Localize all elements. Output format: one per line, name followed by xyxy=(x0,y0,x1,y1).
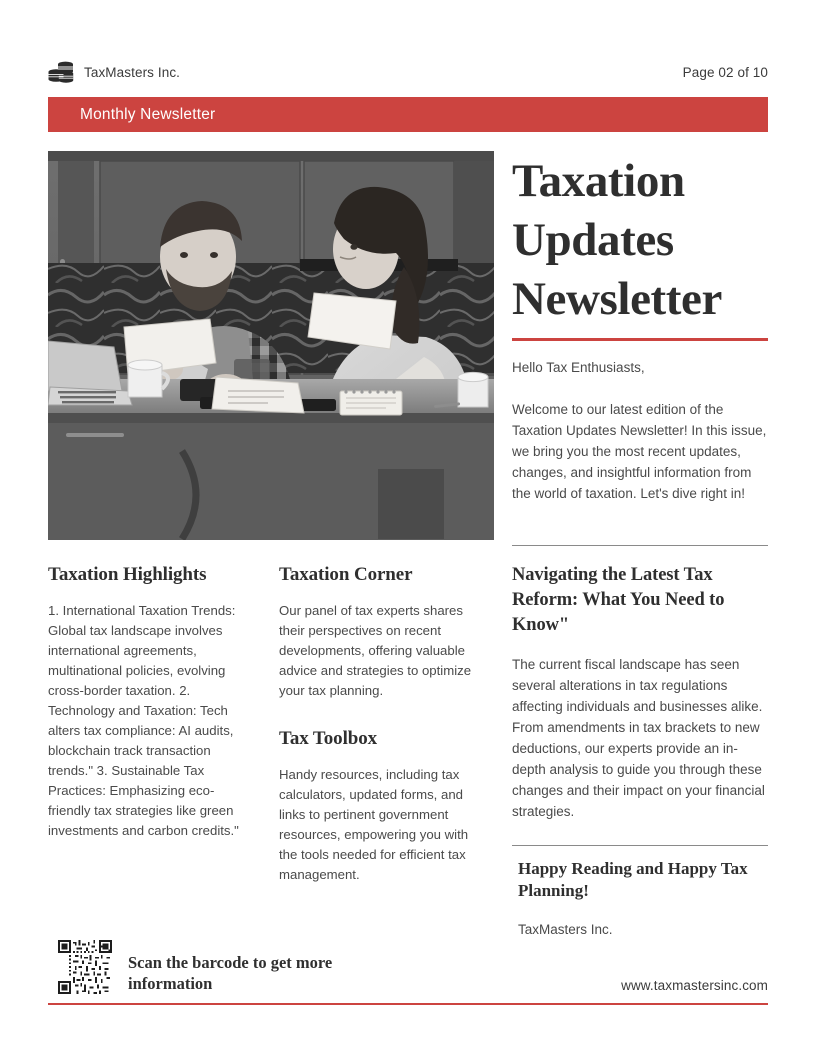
body-taxation-highlights: 1. International Taxation Trends: Global tax landscape involves international agreements, multinational policies, evolving cross-border taxation. 2. Technology and Taxation: Tech alters tax compliance: AI audits, blockchain track transaction trends." 3. Sustainable Tax Practices: Emphasizing eco-friendly tax strategies like green investments and carbon credits." xyxy=(48,603,239,838)
body-tax-toolbox: Handy resources, including tax calculators, updated forms, and links to pertinent government resources, empowering you with the tools needed for efficient tax management. xyxy=(279,767,469,882)
qr-code-icon[interactable] xyxy=(58,940,112,994)
brand xyxy=(48,61,180,85)
brand-name: TaxMasters Inc. xyxy=(84,65,181,81)
column-taxation-highlights xyxy=(48,563,253,841)
heading-taxation-corner: Taxation Corner xyxy=(279,564,413,585)
banner-title: Monthly Newsletter xyxy=(80,105,216,123)
column-tax-reform xyxy=(512,563,770,822)
greeting-text: Hello Tax Enthusiasts, xyxy=(512,360,645,375)
heading-tax-toolbox: Tax Toolbox xyxy=(279,728,378,749)
heading-tax-reform: Navigating the Latest Tax Reform: What You Need to Know" xyxy=(512,565,725,635)
masthead xyxy=(512,152,770,518)
coin-stack-icon xyxy=(48,61,74,85)
column-taxation-corner xyxy=(279,563,479,885)
heading-taxation-highlights: Taxation Highlights xyxy=(48,564,207,585)
signoff-heading: Happy Reading and Happy Tax Planning! xyxy=(518,859,748,900)
page-header xyxy=(48,58,768,88)
monthly-newsletter-banner xyxy=(48,97,768,132)
section-divider-bottom xyxy=(512,845,768,846)
spacer xyxy=(279,701,479,727)
masthead-rule xyxy=(512,338,768,341)
website-url[interactable]: www.taxmastersinc.com xyxy=(621,978,768,993)
section-divider-top xyxy=(512,545,768,546)
footer-rule xyxy=(48,1003,768,1005)
page-number: Page 02 of 10 xyxy=(682,65,768,81)
body-taxation-corner: Our panel of tax experts shares their perspectives on recent developments, offering valuable advice and strategies to optimize your tax planning. xyxy=(279,603,472,698)
page-title: Taxation Updates Newsletter xyxy=(512,155,722,325)
scan-barcode-text: Scan the barcode to get more information xyxy=(128,953,333,993)
signoff-company: TaxMasters Inc. xyxy=(518,922,613,937)
intro-paragraph: Welcome to our latest edition of the Taxation Updates Newsletter! In this issue, we bring you the most recent updates, changes, and insightful information from the world of taxation. Let's dive right in! xyxy=(512,402,767,501)
hero-photo xyxy=(48,151,494,540)
body-tax-reform: The current fiscal landscape has seen several alterations in tax regulations affecting individuals and businesses alike. From amendments in tax brackets to new deductions, our experts provide an in-depth analysis to guide you through these changes and their impact on your financial strategies. xyxy=(512,657,765,819)
signoff-block xyxy=(518,858,774,940)
